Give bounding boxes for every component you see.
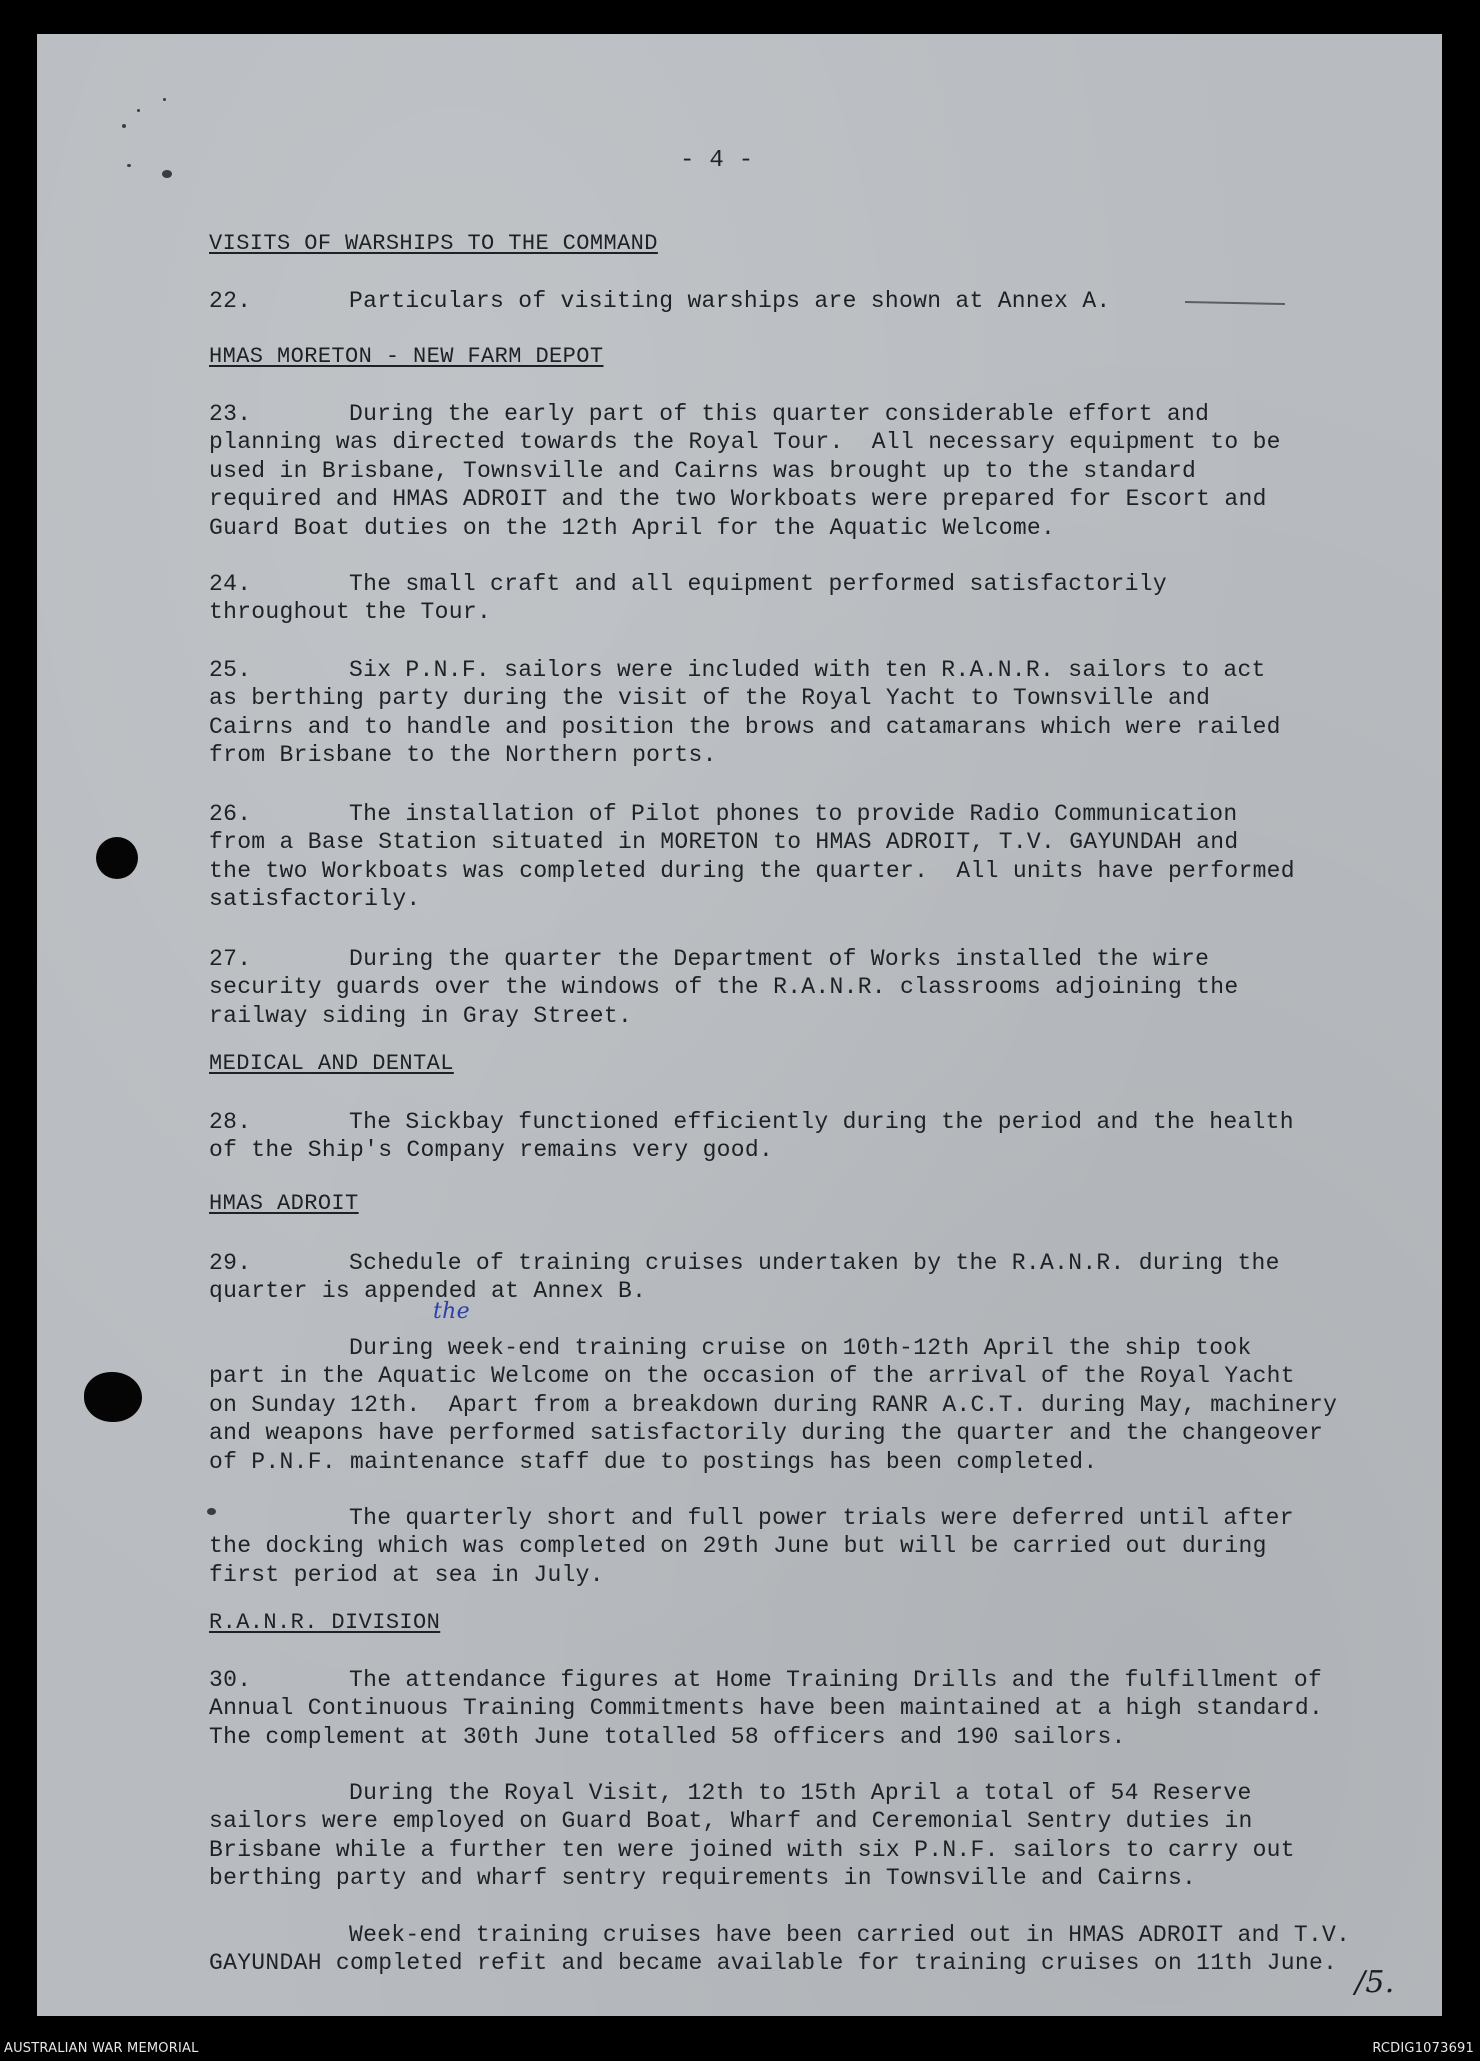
paragraph-line: The quarterly short and full power trials were deferred until after [349,1505,1294,1531]
paragraph-25 [209,656,1389,770]
section-heading-hmas-adroit: HMAS ADROIT [209,1191,359,1216]
paragraph-number: 22. [209,288,252,314]
paragraph-line: sailors were employed on Guard Boat, Wharf and Ceremonial Sentry duties in [209,1808,1253,1835]
punch-hole-upper [96,837,138,879]
paragraph-line: throughout the Tour. [209,599,492,626]
dust-speck [127,164,131,167]
paragraph-29-cont-2 [209,1504,1389,1589]
paragraph-line: berthing party and wharf sentry requirements in Townsville and Cairns. [209,1865,1197,1892]
paragraph-line: as berthing party during the visit of the Royal Yacht to Townsville and [209,685,1211,712]
paragraph-number: 24. [209,571,252,597]
paragraph-23 [209,400,1389,542]
paragraph-line: During the Royal Visit, 12th to 15th April a total of 54 Reserve [349,1780,1252,1806]
paragraph-line: Schedule of training cruises undertaken by the R.A.N.R. during the [349,1250,1280,1276]
paragraph-line: security guards over the windows of the R.A.N.R. classrooms adjoining the [209,974,1239,1001]
paragraph-28 [209,1108,1389,1165]
paragraph-line: The attendance figures at Home Training Drills and the fulfillment of [349,1667,1323,1693]
paragraph-line: from Brisbane to the Northern ports. [209,742,717,769]
punch-hole-lower [84,1372,142,1422]
paragraph-line: planning was directed towards the Royal Tour. All necessary equipment to be [209,429,1281,456]
paragraph-line: railway siding in Gray Street. [209,1002,633,1029]
paragraph-30 [209,1666,1389,1751]
page-number: - 4 - [680,147,754,174]
document-body [37,34,1442,2016]
dust-speck [163,98,166,101]
paragraph-line: the docking which was completed on 29th June but will be carried out during [209,1533,1267,1560]
paragraph-line: During week-end training cruise on 10th-12th April the ship took [349,1335,1252,1361]
section-heading-medical-and-dental: MEDICAL AND DENTAL [209,1051,454,1076]
dust-speck [122,124,126,128]
paragraph-number: 23. [209,401,252,427]
paragraph-line: satisfactorily. [209,886,421,913]
paragraph-number: 26. [209,801,252,827]
page-continuation-mark: /5. [1355,1965,1395,2000]
paragraph-line: of the Ship's Company remains very good. [209,1137,774,1164]
paragraph-27 [209,945,1389,1030]
paragraph-number: 30. [209,1667,252,1693]
footer-archive-name: AUSTRALIAN WAR MEMORIAL [4,2041,199,2056]
paragraph-29 [209,1249,1389,1306]
paragraph-line: from a Base Station situated in MORETON to HMAS ADROIT, T.V. GAYUNDAH and [209,829,1239,856]
paragraph-line: The Sickbay functioned efficiently during the period and the health [349,1109,1294,1135]
paragraph-number: 28. [209,1109,252,1135]
document-page [37,34,1442,2016]
paragraph-line: Cairns and to handle and position the brows and catamarans which were railed [209,713,1281,740]
paragraph-line: Guard Boat duties on the 12th April for the Aquatic Welcome. [209,514,1056,541]
section-heading-visits-of-warships: VISITS OF WARSHIPS TO THE COMMAND [209,231,658,256]
paragraph-line: The small craft and all equipment performed satisfactorily [349,571,1167,597]
paragraph-number: 27. [209,946,252,972]
paragraph-line: the two Workboats was completed during the quarter. All units have performed [209,857,1295,884]
paragraph-line: The installation of Pilot phones to provide Radio Communication [349,801,1238,827]
paragraph-30-cont-1 [209,1779,1389,1893]
paragraph-line: Brisbane while a further ten were joined with six P.N.F. sailors to carry out [209,1836,1295,1863]
paragraph-number: 29. [209,1250,252,1276]
footer-record-id: RCDIG1073691 [1372,2041,1474,2056]
paragraph-26 [209,800,1389,914]
paragraph-line: Six P.N.F. sailors were included with ten R.A.N.R. sailors to act [349,657,1266,683]
paragraph-line: first period at sea in July. [209,1561,604,1588]
paragraph-29-cont-1 [209,1334,1389,1476]
paragraph-30-cont-2 [209,1921,1389,1978]
paragraph-line: and weapons have performed satisfactorily during the quarter and the changeover [209,1420,1324,1447]
dust-speck [162,170,172,178]
paragraph-line: Annual Continuous Training Commitments have been maintained at a high standard. [209,1695,1324,1722]
paragraph-number: 25. [209,657,252,683]
paragraph-line: quarter is appended at Annex B. [209,1278,647,1305]
paragraph-line: The complement at 30th June totalled 58 officers and 190 sailors. [209,1723,1126,1750]
paragraph-line: During the quarter the Department of Works installed the wire [349,946,1210,972]
section-heading-hmas-moreton: HMAS MORETON - NEW FARM DEPOT [209,344,604,369]
paragraph-line: part in the Aquatic Welcome on the occasion of the arrival of the Royal Yacht [209,1363,1295,1390]
section-heading-ranr-division: R.A.N.R. DIVISION [209,1610,441,1635]
paragraph-line: GAYUNDAH completed refit and became available for training cruises on 11th June. [209,1950,1338,1977]
paragraph-line: required and HMAS ADROIT and the two Workboats were prepared for Escort and [209,486,1267,513]
dust-speck [137,109,140,112]
paragraph-line: used in Brisbane, Townsville and Cairns was brought up to the standard [209,457,1197,484]
paragraph-line: Particulars of visiting warships are shown at Annex A. [349,288,1111,314]
handwritten-annotation: the [433,1299,470,1324]
paragraph-line: on Sunday 12th. Apart from a breakdown during RANR A.C.T. during May, machinery [209,1391,1338,1418]
paragraph-line: Week-end training cruises have been carried out in HMAS ADROIT and T.V. [349,1922,1351,1948]
paragraph-line: During the early part of this quarter considerable effort and [349,401,1210,427]
paragraph-24 [209,570,1389,627]
paragraph-line: of P.N.F. maintenance staff due to postings has been completed. [209,1448,1098,1475]
